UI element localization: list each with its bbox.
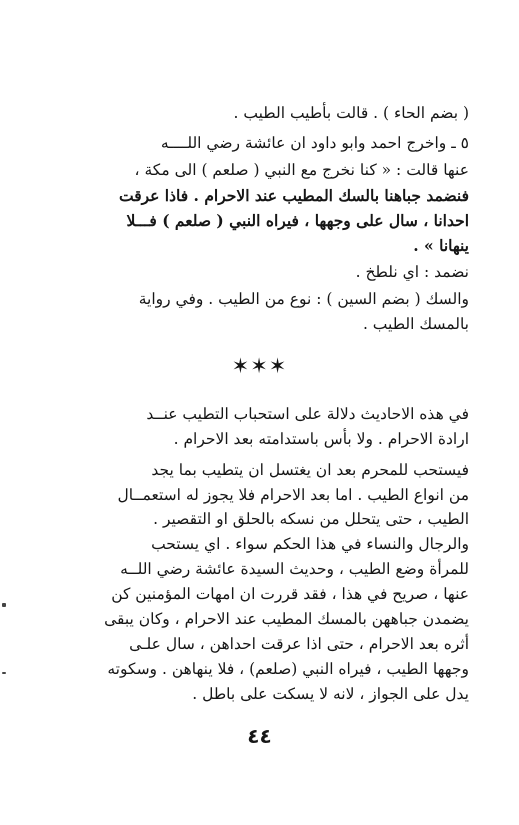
text-line: والرجال والنساء في هذا الحكم سواء . اي يستحب [151, 535, 469, 553]
scan-artifact [2, 672, 6, 674]
text-line: ٥ ـ واخرج احمد وابو داود ان عائشة رضي اللــــه [160, 134, 469, 152]
text-line: ارادة الاحرام . ولا بأس باستدامته بعد الاحرام . [173, 430, 469, 448]
text-line: عنها ، صريح في هذا ، فقد قررت ان امهات المؤمنين كن [111, 585, 469, 603]
scan-artifact [2, 603, 6, 607]
text-line: يضمدن جباههن بالمسك المطيب عند الاحرام ، وكان يبقى [104, 610, 469, 628]
page-number: ٤٤ [247, 724, 272, 748]
text-line: يدل على الجواز ، لانه لا يسكت على باطل . [192, 685, 469, 703]
text-line: ( بضم الحاء ) . قالت بأطيب الطيب . [233, 104, 469, 122]
text-line-bold: فنضمد جباهنا بالسك المطيب عند الاحرام . فاذا عرقت [118, 186, 469, 205]
text-line: عنها قالت : « كنا نخرج مع النبي ( صلعم ) الى مكة ، [134, 161, 469, 179]
text-line: والسك ( بضم السين ) : نوع من الطيب . وفي رواية [138, 290, 469, 308]
text-line: نضمد : اي نلطخ . [355, 263, 469, 281]
text-line: وجهها الطيب ، فيراه النبي (صلعم) ، فلا ينهاهن . وسكوته [107, 660, 469, 678]
text-line: في هذه الاحاديث دلالة على استحباب التطيب عنــد [146, 405, 469, 423]
text-line-bold: ينهانا » . [413, 236, 469, 255]
text-line: الطيب ، حتى يتحلل من نسكه بالحلق او التقصير . [153, 510, 469, 528]
text-line: من انواع الطيب . اما بعد الاحرام فلا يجوز له استعمــال [117, 486, 469, 504]
text-line: للمرأة وضع الطيب ، وحديث السيدة عائشة رضي اللــه [120, 560, 469, 578]
text-line-bold: احدانا ، سال على وجهها ، فيراه النبي ( صلعم ) فـــلا [126, 211, 469, 230]
text-line: أثره بعد الاحرام ، حتى اذا عرقت احداهن ، سال علـى [129, 635, 469, 653]
section-separator: ✶✶✶ [231, 354, 288, 378]
text-line: بالمسك الطيب . [362, 315, 469, 333]
text-line: فيستحب للمحرم بعد ان يغتسل ان يتطيب بما يجد [151, 461, 469, 479]
